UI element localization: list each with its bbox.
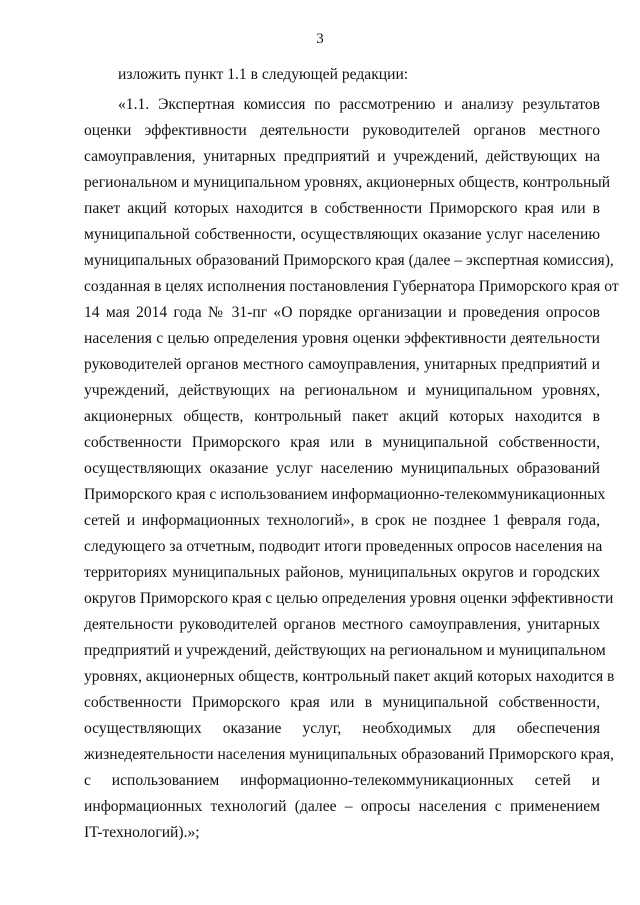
paragraph-line: предприятий и учреждений, действующих на региональном и муниципальном: [84, 642, 606, 659]
paragraph-line: IT-технологий).»;: [84, 824, 200, 841]
paragraph-line: самоуправления, унитарных предприятий и учреждений, действующих на: [84, 148, 600, 165]
paragraph-line: Приморского края с использованием информационно-телекоммуникационных: [84, 486, 606, 503]
paragraph-line: уровнях, акционерных обществ, контрольный пакет акций которых находится в: [84, 668, 615, 685]
paragraph-line: региональном и муниципальном уровнях, акционерных обществ, контрольный: [84, 174, 611, 191]
paragraph-line: жизнедеятельности населения муниципальных образований Приморского края,: [84, 746, 614, 763]
paragraph-line: с использованием информационно-телекоммуникационных сетей и: [84, 772, 600, 789]
page-number: 3: [316, 31, 324, 47]
paragraph-line: сетей и информационных технологий», в срок не позднее 1 февраля года,: [84, 512, 600, 529]
paragraph-line: «1.1. Экспертная комиссия по рассмотрению и анализу результатов: [118, 96, 600, 113]
paragraph-line: следующего за отчетным, подводит итоги проведенных опросов населения на: [84, 538, 603, 555]
paragraph-line: населения с целью определения уровня оценки эффективности деятельности: [84, 330, 600, 347]
paragraph-line: муниципальных образований Приморского края (далее – экспертная комиссия),: [84, 252, 614, 269]
paragraph-line: собственности Приморского края или в муниципальной собственности,: [84, 434, 600, 451]
paragraph-line: учреждений, действующих на региональном и муниципальном уровнях,: [84, 382, 600, 399]
paragraph-line: собственности Приморского края или в муниципальной собственности,: [84, 694, 600, 711]
paragraph-line: осуществляющих оказание услуг, необходимых для обеспечения: [84, 720, 600, 737]
paragraph-line: осуществляющих оказание услуг населению муниципальных образований: [84, 460, 600, 477]
paragraph-line: деятельности руководителей органов местного самоуправления, унитарных: [84, 616, 600, 633]
paragraph-line: округов Приморского края с целью определения уровня оценки эффективности: [84, 590, 614, 607]
paragraph-line: территориях муниципальных районов, муниципальных округов и городских: [84, 564, 600, 581]
paragraph-line: оценки эффективности деятельности руководителей органов местного: [84, 122, 600, 139]
paragraph-line: акционерных обществ, контрольный пакет акций которых находится в: [84, 408, 600, 425]
paragraph-line: руководителей органов местного самоуправления, унитарных предприятий и: [84, 356, 600, 373]
paragraph-line: муниципальной собственности, осуществляющих оказание услуг населению: [84, 226, 600, 243]
paragraph-line: пакет акций которых находится в собственности Приморского края или в: [84, 200, 600, 217]
paragraph-line: 14 мая 2014 года № 31-пг «О порядке организации и проведения опросов: [84, 304, 600, 321]
paragraph-line: информационных технологий (далее – опросы населения с применением: [84, 798, 600, 815]
paragraph-line: созданная в целях исполнения постановления Губернатора Приморского края от: [84, 278, 619, 295]
intro-line: изложить пункт 1.1 в следующей редакции:: [118, 66, 409, 83]
